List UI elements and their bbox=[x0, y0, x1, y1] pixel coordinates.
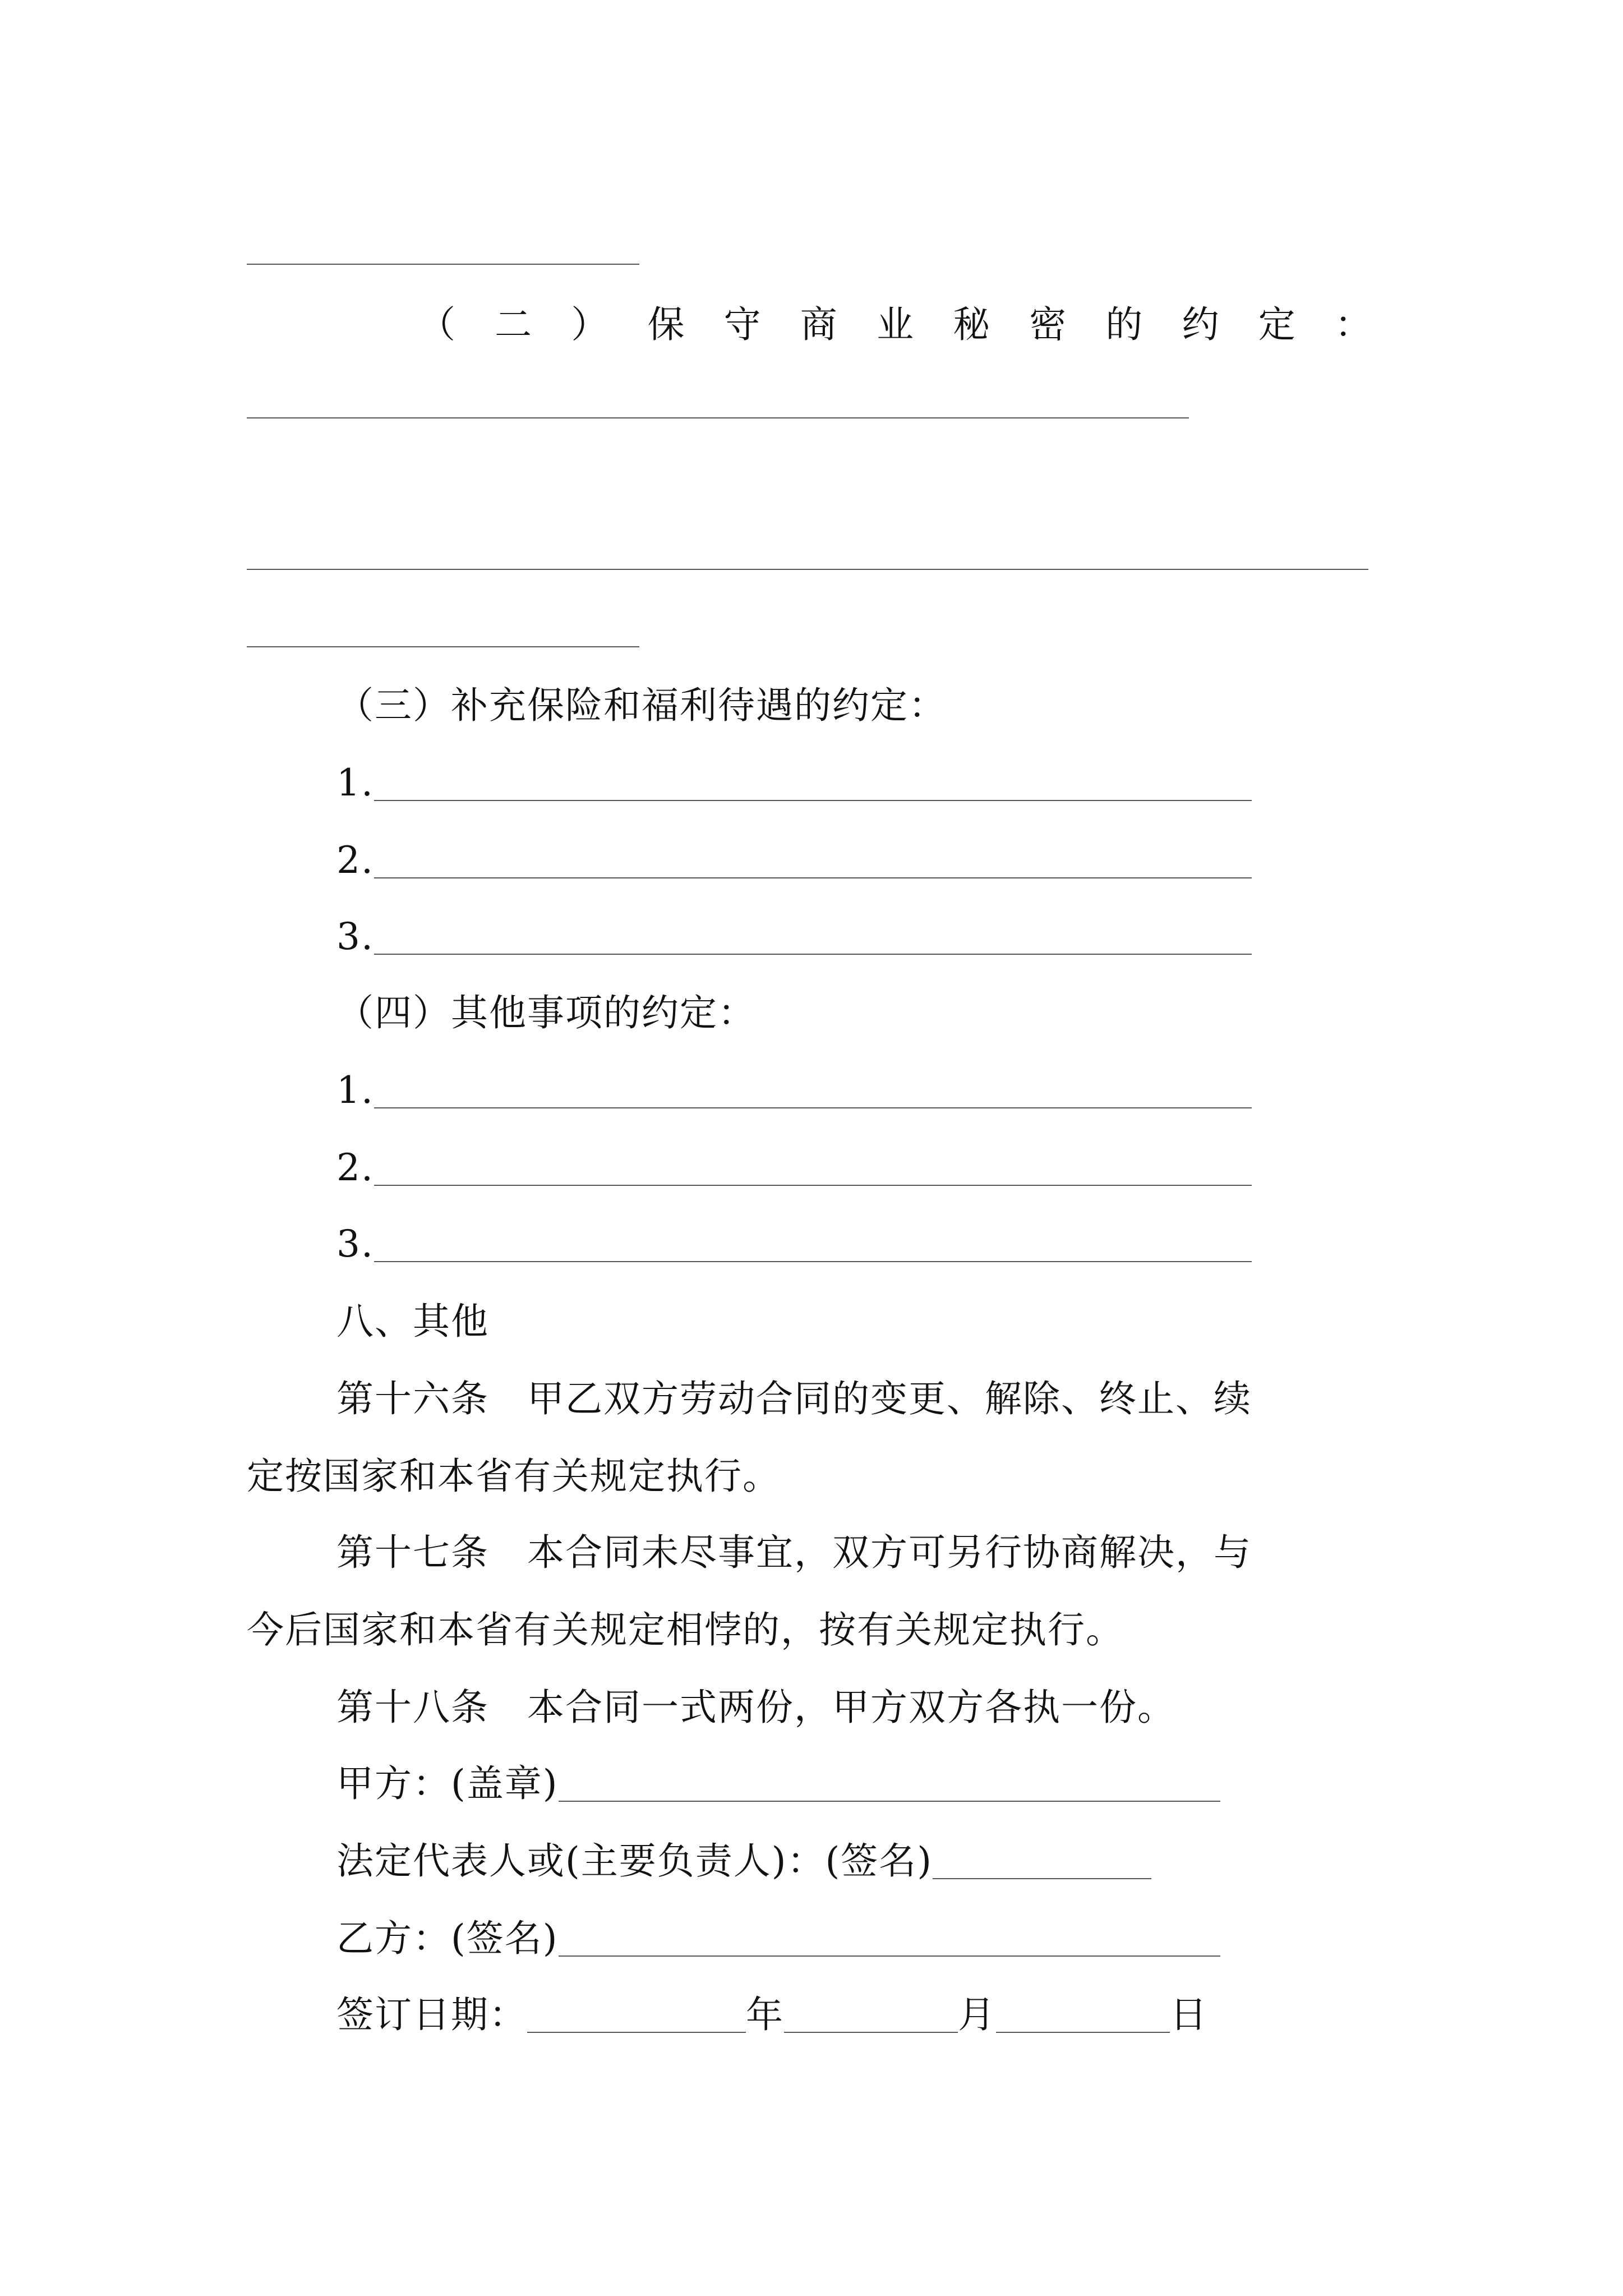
signing-date-row bbox=[336, 1993, 1208, 2037]
party-b-label: 乙方：(签名) bbox=[336, 1917, 559, 1960]
party-b-signature-row bbox=[336, 1916, 1220, 1961]
year-field[interactable] bbox=[527, 1998, 746, 2033]
article-18: 第十八条 本合同一式两份，甲方双方各执一份。 bbox=[336, 1686, 1175, 1729]
legal-rep-label: 法定代表人或(主要负责人)：(签名) bbox=[336, 1839, 933, 1883]
fill-in-line[interactable] bbox=[374, 920, 1252, 955]
section-4-heading: （四）其他事项的约定： bbox=[336, 991, 756, 1034]
party-a-signature-row bbox=[336, 1761, 1220, 1806]
fill-in-line[interactable] bbox=[374, 1151, 1252, 1186]
heading-char: 定 bbox=[1258, 302, 1295, 346]
blank-line bbox=[247, 569, 1368, 570]
part-8-heading: 八、其他 bbox=[336, 1300, 489, 1343]
item-number: 1. bbox=[336, 1069, 374, 1112]
item-number: 3. bbox=[336, 1222, 374, 1266]
date-label: 签订日期： bbox=[336, 1993, 527, 2036]
heading-char: ： bbox=[1334, 302, 1372, 346]
fill-in-line[interactable] bbox=[374, 766, 1252, 801]
blank-line bbox=[247, 264, 639, 265]
heading-char: 二 bbox=[495, 302, 532, 346]
legal-rep-signature-line[interactable] bbox=[933, 1844, 1151, 1879]
heading-char: 约 bbox=[1182, 302, 1219, 346]
fill-in-line[interactable] bbox=[374, 844, 1252, 878]
day-field[interactable] bbox=[996, 1998, 1170, 2033]
heading-char: （ bbox=[418, 302, 455, 346]
section-2-heading bbox=[418, 298, 1372, 346]
article-17-line-1: 第十七条 本合同未尽事宜，双方可另行协商解决，与 bbox=[336, 1531, 1252, 1574]
section-3-heading: （三）补充保险和福利待遇的约定： bbox=[336, 684, 947, 727]
heading-char: 的 bbox=[1105, 302, 1143, 346]
day-label: 日 bbox=[1170, 1993, 1208, 2036]
blank-item bbox=[336, 1222, 1252, 1267]
party-b-signature-line[interactable] bbox=[559, 1922, 1220, 1957]
party-a-seal-line[interactable] bbox=[559, 1767, 1220, 1802]
year-label: 年 bbox=[746, 1993, 784, 2036]
fill-in-line[interactable] bbox=[374, 1227, 1252, 1262]
item-number: 2. bbox=[336, 839, 374, 882]
blank-line bbox=[247, 646, 639, 647]
heading-char: ） bbox=[571, 302, 608, 346]
blank-item bbox=[336, 914, 1252, 959]
heading-char: 保 bbox=[647, 302, 685, 346]
item-number: 2. bbox=[336, 1146, 374, 1189]
party-a-label: 甲方：(盖章) bbox=[336, 1762, 559, 1805]
heading-char: 秘 bbox=[953, 302, 990, 346]
heading-char: 守 bbox=[723, 302, 761, 346]
item-number: 3. bbox=[336, 915, 374, 958]
blank-line bbox=[247, 417, 1189, 418]
blank-item bbox=[336, 838, 1252, 883]
heading-char: 业 bbox=[876, 302, 914, 346]
blank-item bbox=[336, 761, 1252, 806]
blank-item bbox=[336, 1068, 1252, 1113]
heading-char: 商 bbox=[800, 302, 837, 346]
article-16-line-1: 第十六条 甲乙双方劳动合同的变更、解除、终止、续 bbox=[336, 1377, 1252, 1420]
fill-in-line[interactable] bbox=[374, 1074, 1252, 1108]
item-number: 1. bbox=[336, 761, 374, 804]
article-16-line-2: 定按国家和本省有关规定执行。 bbox=[247, 1455, 781, 1498]
blank-item bbox=[336, 1145, 1252, 1190]
legal-rep-signature-row bbox=[336, 1839, 1151, 1884]
month-field[interactable] bbox=[784, 1998, 958, 2033]
article-17-line-2: 今后国家和本省有关规定相悖的，按有关规定执行。 bbox=[247, 1608, 1124, 1651]
month-label: 月 bbox=[958, 1993, 996, 2036]
heading-char: 密 bbox=[1029, 302, 1067, 346]
